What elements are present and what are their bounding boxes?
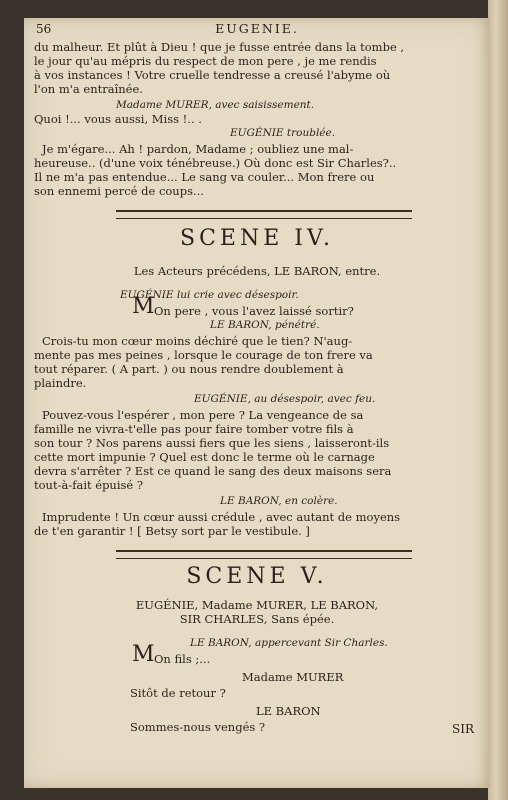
text-line: Crois-tu mon cœur moins déchiré que le tien? N'aug- xyxy=(42,334,353,348)
text-line: Sommes-nous vengés ? xyxy=(130,720,266,734)
text-line: Sitôt de retour ? xyxy=(130,686,226,700)
page-number: 56 xyxy=(36,22,52,36)
text-line: son ennemi percé de coups... xyxy=(34,184,204,198)
text-line: du malheur. Et plût à Dieu ! que je fusse entrée dans la tombe , xyxy=(34,40,405,54)
text-line: son tour ? Nos parens aussi fiers que les siens , laisseront-ils xyxy=(34,436,390,450)
speaker-direction: LE BARON, en colère. xyxy=(220,495,338,507)
cast-list: SIR CHARLES, Sans épée. xyxy=(179,612,335,626)
text-line: Il ne m'a pas entendue... Le sang va couler... Mon frere ou xyxy=(34,170,375,184)
text-line: tout réparer. ( A part. ) ou nous rendre doublement à xyxy=(34,362,344,376)
section-rule xyxy=(116,550,412,559)
drop-cap: M xyxy=(132,294,155,319)
cast-list: EUGÉNIE, Madame MURER, LE BARON, xyxy=(135,598,379,612)
text-line: plaindre. xyxy=(34,376,87,390)
scene-title: SCENE V. xyxy=(186,564,328,589)
cast-list: Les Acteurs précédens, LE BARON, entre. xyxy=(133,264,381,278)
text-line: Imprudente ! Un cœur aussi crédule , avec autant de moyens xyxy=(42,510,401,524)
speaker-direction: EUGÉNIE troublée. xyxy=(230,127,336,139)
text-line: Pouvez-vous l'espérer , mon pere ? La vengeance de sa xyxy=(42,408,364,422)
speaker-name: LE BARON xyxy=(256,704,321,718)
text-line: Quoi !... vous aussi, Miss !.. . xyxy=(34,112,202,126)
text-line: l'on m'a entraînée. xyxy=(34,82,143,96)
speaker-direction: EUGÉNIE lui crie avec désespoir. xyxy=(120,289,299,301)
speaker-direction: EUGÉNIE, au désespoir, avec feu. xyxy=(194,393,376,405)
text-line: de t'en garantir ! [ Betsy sort par le vestibule. ] xyxy=(34,524,310,538)
text-line: tout-à-fait épuisé ? xyxy=(34,478,144,492)
running-title: EUGENIE. xyxy=(215,21,299,36)
text-line: Je m'égare... Ah ! pardon, Madame ; oubliez une mal- xyxy=(42,142,354,156)
text-line: On fils ;... xyxy=(154,652,211,666)
book-page xyxy=(24,18,490,788)
section-rule xyxy=(116,210,412,219)
text-line: le jour qu'au mépris du respect de mon pere , je me rendis xyxy=(34,54,377,68)
text-line: à vos instances ! Votre cruelle tendresse a creusé l'abyme où xyxy=(34,68,391,82)
text-line: On pere , vous l'avez laissé sortir? xyxy=(154,304,354,318)
speaker-name: Madame MURER xyxy=(242,670,344,684)
text-line: famille ne vivra-t'elle pas pour faire tomber votre fils à xyxy=(34,422,354,436)
text-line: devra s'arrêter ? Est ce quand le sang des deux maisons sera xyxy=(34,464,392,478)
text-line: cette mort impunie ? Quel est donc le terme où le carnage xyxy=(34,450,375,464)
speaker-direction: LE BARON, appercevant Sir Charles. xyxy=(190,637,388,649)
text-line: mente pas mes peines , lorsque le courage de ton frere va xyxy=(34,348,373,362)
drop-cap: M xyxy=(132,642,155,667)
speaker-direction: Madame MURER, avec saisissement. xyxy=(116,99,315,111)
book-spine-edge xyxy=(488,0,508,800)
speaker-direction: LE BARON, pénétré. xyxy=(210,319,320,331)
catchword: SIR xyxy=(452,722,474,736)
text-line: heureuse.. (d'une voix ténébreuse.) Où donc est Sir Charles?.. xyxy=(34,156,397,170)
scene-title: SCENE IV. xyxy=(180,226,334,251)
